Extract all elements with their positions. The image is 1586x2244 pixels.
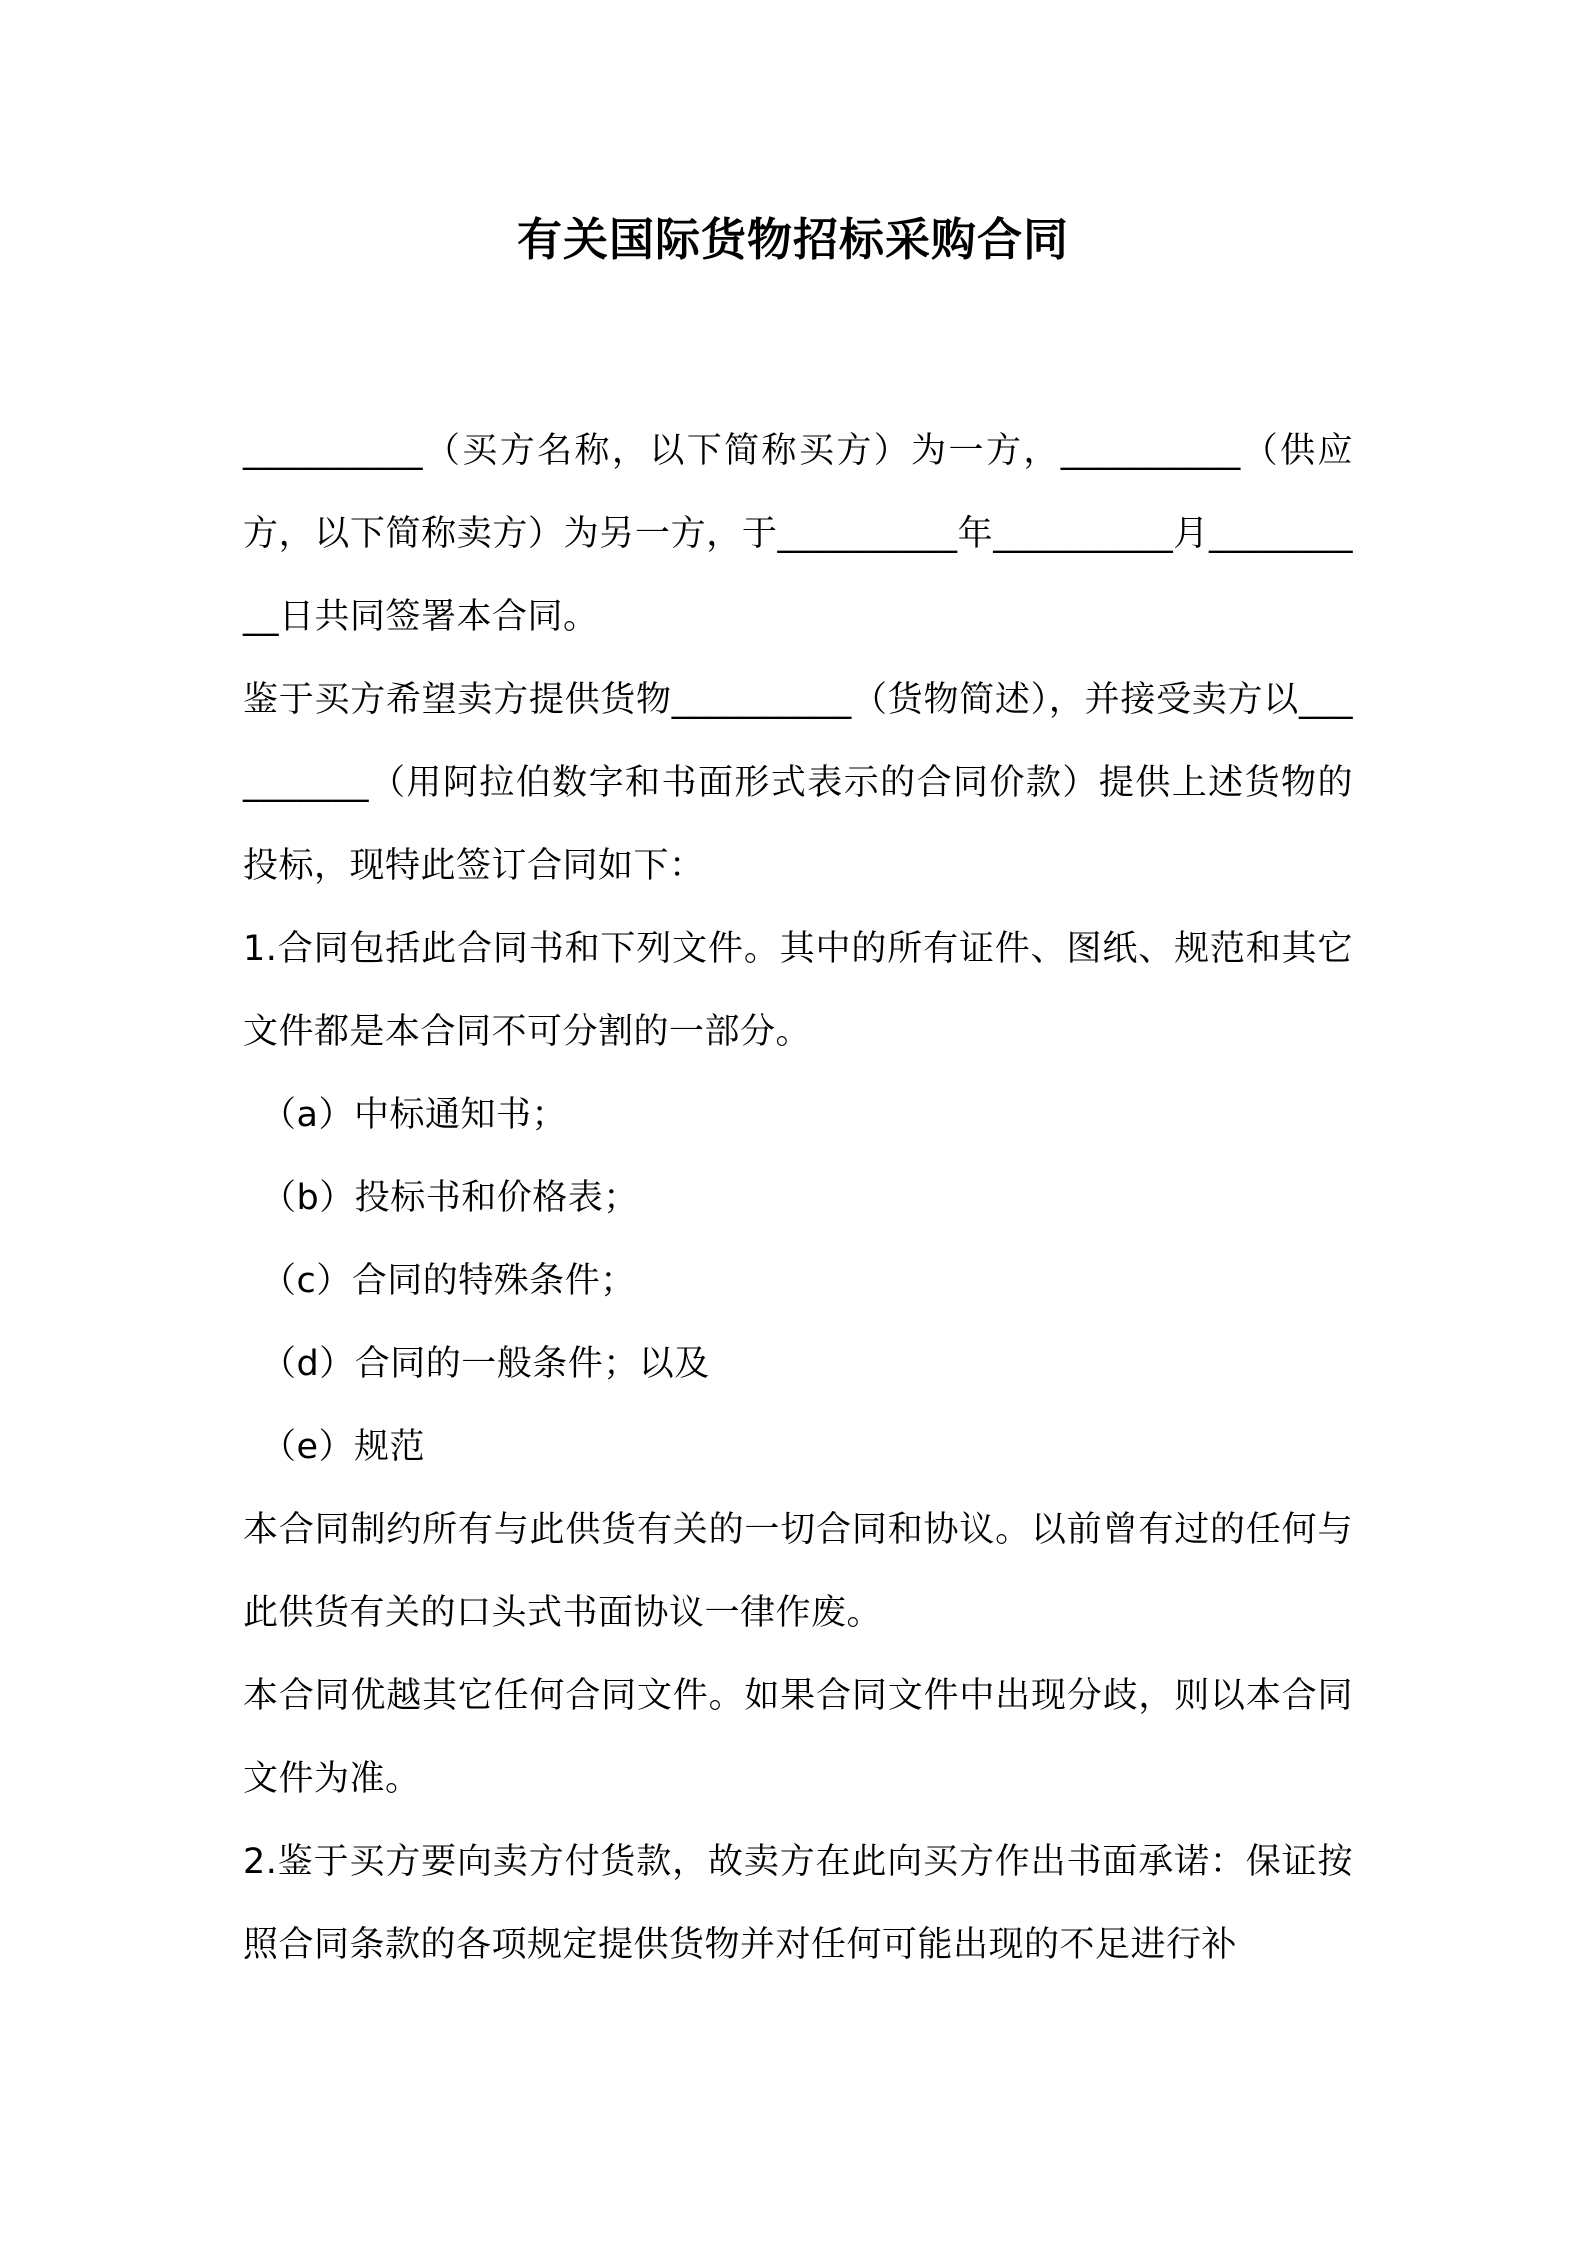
restriction-paragraph: 本合同制约所有与此供货有关的一切合同和协议。以前曾有过的任何与此供货有关的口头式书面协议一律作废。 [243, 1510, 1353, 1633]
list-item-d: （d）合同的一般条件；以及 [261, 1344, 710, 1384]
list-item-b: （b）投标书和价格表； [261, 1178, 639, 1218]
document-body [243, 410, 1353, 1987]
clause-1-paragraph: 1.合同包括此合同书和下列文件。其中的所有证件、图纸、规范和其它文件都是本合同不可分割的一部分。 [243, 929, 1353, 1052]
list-item-a: （a）中标通知书； [261, 1095, 567, 1135]
list-item-e: （e）规范 [261, 1427, 426, 1467]
whereas-paragraph: 鉴于买方希望卖方提供货物__________（货物简述），并接受卖方以__________（用阿拉伯数字和书面形式表示的合同价款）提供上述货物的投标，现特此签订合同如下： [243, 680, 1353, 886]
document-title: 有关国际货物招标采购合同 [516, 213, 1069, 266]
intro-paragraph: __________（买方名称，以下简称买方）为一方，__________（供应方，以下简称卖方）为另一方，于__________年__________月__________日共同签署本合同。 [243, 431, 1353, 637]
precedence-paragraph: 本合同优越其它任何合同文件。如果合同文件中出现分歧，则以本合同文件为准。 [243, 1676, 1353, 1799]
clause-2-paragraph: 2.鉴于买方要向卖方付货款，故卖方在此向买方作出书面承诺：保证按照合同条款的各项规定提供货物并对任何可能出现的不足进行补 [243, 1842, 1353, 1965]
list-item-c: （c）合同的特殊条件； [261, 1261, 636, 1301]
